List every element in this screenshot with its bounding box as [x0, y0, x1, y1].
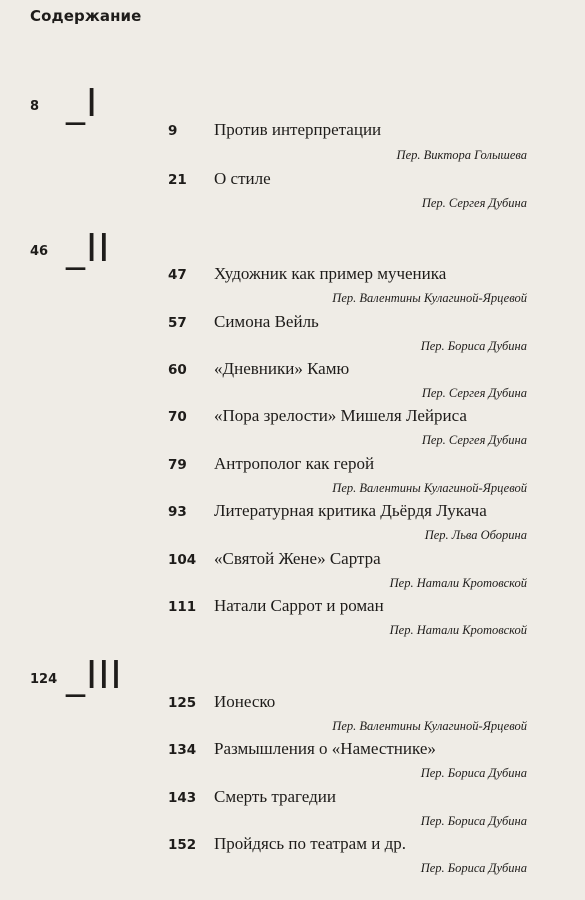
entry-title[interactable]: Антрополог как герой [214, 454, 375, 473]
entry-page-number[interactable]: 152 [168, 837, 197, 853]
entry-page-number[interactable]: 134 [168, 742, 197, 758]
toc-heading: Содержание [30, 7, 142, 25]
entry-translator: Пер. Сергея Дубина [421, 196, 527, 210]
part-numeral: _II [66, 226, 111, 270]
entry-translator: Пер. Бориса Дубина [420, 339, 527, 353]
entry-title[interactable]: Размышления о «Наместнике» [214, 739, 436, 758]
entry-translator: Пер. Сергея Дубина [421, 433, 527, 447]
entry-title[interactable]: Ионеско [214, 692, 276, 711]
part-page-number: 8 [30, 99, 40, 114]
entry-title[interactable]: «Святой Жене» Сартра [214, 549, 381, 568]
entry-translator: Пер. Натали Кротовской [389, 576, 527, 590]
entry-translator: Пер. Виктора Голышева [396, 148, 527, 162]
entry-title[interactable]: Натали Саррот и роман [214, 596, 384, 615]
entry-translator: Пер. Льва Оборина [424, 528, 527, 542]
part-numeral: _I [66, 81, 99, 125]
entry-translator: Пер. Бориса Дубина [420, 861, 527, 875]
entry-page-number[interactable]: 47 [168, 267, 187, 283]
entry-page-number[interactable]: 143 [168, 790, 197, 806]
entry-translator: Пер. Сергея Дубина [421, 386, 527, 400]
entry-page-number[interactable]: 60 [168, 362, 187, 378]
entry-page-number[interactable]: 70 [168, 409, 187, 425]
entry-translator: Пер. Бориса Дубина [420, 814, 527, 828]
entry-page-number[interactable]: 93 [168, 504, 187, 520]
entry-title[interactable]: Пройдясь по театрам и др. [214, 834, 406, 853]
entry-page-number[interactable]: 57 [168, 315, 187, 331]
entry-page-number[interactable]: 125 [168, 695, 197, 711]
entry-title[interactable]: «Пора зрелости» Мишеля Лейриса [214, 406, 467, 425]
entry-title[interactable]: Против интерпретации [214, 120, 382, 139]
entry-translator: Пер. Бориса Дубина [420, 766, 527, 780]
entry-title[interactable]: «Дневники» Камю [214, 359, 350, 378]
entry-page-number[interactable]: 79 [168, 457, 187, 473]
entry-page-number[interactable]: 9 [168, 123, 178, 139]
entry-title[interactable]: Художник как пример мученика [214, 264, 447, 283]
entry-translator: Пер. Валентины Кулагиной-Ярцевой [332, 719, 527, 733]
entry-page-number[interactable]: 21 [168, 172, 187, 188]
entry-title[interactable]: Смерть трагедии [214, 787, 336, 806]
part-page-number: 124 [30, 672, 58, 687]
entry-title[interactable]: Симона Вейль [214, 312, 319, 331]
entry-title[interactable]: Литературная критика Дьёрдя Лукача [214, 501, 487, 520]
entry-page-number[interactable]: 104 [168, 552, 197, 568]
part-page-number: 46 [30, 244, 49, 259]
entry-translator: Пер. Валентины Кулагиной-Ярцевой [332, 481, 527, 495]
part-numeral: _III [66, 653, 123, 697]
entry-title[interactable]: О стиле [214, 169, 271, 188]
entry-translator: Пер. Валентины Кулагиной-Ярцевой [332, 291, 527, 305]
entry-page-number[interactable]: 111 [168, 599, 197, 615]
entry-translator: Пер. Натали Кротовской [389, 623, 527, 637]
